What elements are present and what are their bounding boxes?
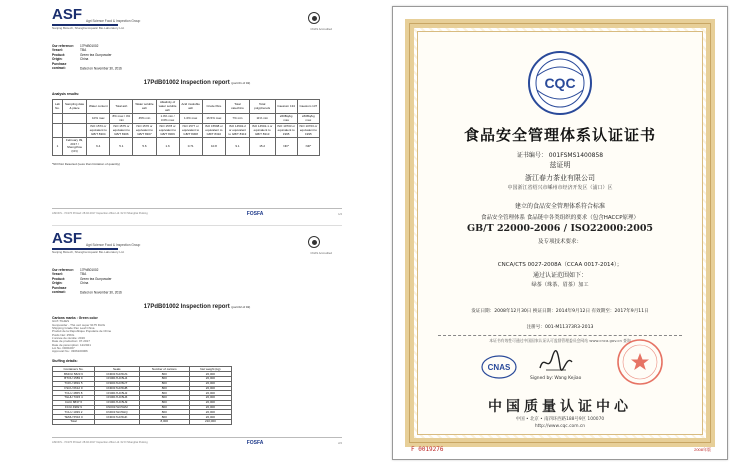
table-spec-cell: 1.0% max: [179, 114, 202, 124]
divider: [52, 225, 342, 226]
table-header-cell: Lab No.: [53, 100, 63, 114]
company-address: 中国浙江省绍兴市嵊州市经济开发区（浦口）区: [507, 185, 613, 191]
table-header-cell: Acid insoluble ash: [179, 100, 202, 114]
table-cell: TEMU 5516 0: [53, 415, 95, 420]
carton-mark-line: L'année de récolte: 2016: [52, 335, 85, 340]
meta-label: Our reference:: [52, 44, 74, 48]
cnas-logo-icon: [480, 354, 518, 380]
asf-logo: [52, 6, 342, 23]
cqc-text: CQC: [544, 75, 576, 91]
cqc-logo-icon: [527, 50, 593, 116]
meta-row: [52, 62, 342, 71]
table-row: [53, 124, 320, 138]
table-spec-cell: 1.0% min / 3.0% max: [156, 114, 179, 124]
report-title: 17PdB01002 Inspection report (part 02 of 02): [143, 304, 251, 311]
meta-value: Green tea Gunpowder: [80, 52, 112, 57]
table-cell: CN0017HC5H9: [94, 400, 139, 405]
table-header-cell: Seals: [94, 367, 139, 372]
meta-value: China: [80, 57, 89, 62]
company-line: Nanjing Biotech, Shanghai Aquatic Bio-Laboratory Ltd.: [52, 250, 125, 254]
inspection-report-part1: [52, 6, 342, 221]
dashed-divider: [438, 335, 682, 336]
technical-requirements: 及专项技术要求：: [537, 239, 582, 245]
table-cell: ND*: [297, 138, 319, 155]
table-cell: 800: [139, 386, 189, 391]
report-meta: [52, 44, 342, 70]
table-cell: 800: [139, 372, 189, 377]
meta-label: Purchase contract:: [52, 285, 67, 295]
certification-scope: 绿茶（珠茶、眉茶）加工: [531, 282, 589, 288]
table-spec-cell: 45% min: [133, 114, 156, 124]
report-meta: [52, 268, 342, 294]
meta-value: Dated on November 30, 2016: [80, 290, 122, 295]
meta-row: [52, 286, 342, 295]
table-header-cell: Caesium 134: [275, 100, 297, 114]
table-cell: 1: [53, 138, 63, 155]
carton-mark-line: Lot No. D001007: [52, 345, 75, 350]
carton-mark-line: GGT-TG4ES: [52, 319, 70, 324]
table-cell: 20,000: [189, 410, 231, 415]
table-cell: February 09, 2017 / Shengzhou (CN): [62, 138, 86, 155]
table-cell: 5.6: [133, 138, 156, 155]
table-method-cell: ISO 1576 or equivalent to GB/T 8307: [133, 124, 156, 138]
seal-caption: CNAS Accredited: [310, 251, 332, 255]
table-cell: 800: [139, 396, 189, 401]
table-spec-cell: 10% max: [87, 114, 110, 124]
fosfa-logo: FOSFA: [246, 210, 264, 217]
table-spec-cell: 8% max / 4% min: [110, 114, 133, 124]
table-cell: 20,000: [189, 386, 231, 391]
carton-marks: [52, 320, 342, 353]
issuer-name: 中国质量认证中心: [488, 399, 632, 415]
table-cell: TGHU 7015 4: [53, 396, 95, 401]
meta-value: 17PdB01002: [80, 44, 99, 48]
section-title: Analysis results:: [52, 92, 80, 97]
table-method-cell: ISO 10703 or equivalent to 1995: [297, 124, 319, 138]
table-note: *ND=Not Detected (Less than limitation of quantity): [52, 161, 120, 166]
meta-value: TBA: [80, 48, 87, 53]
table-cell: 800: [139, 405, 189, 410]
meta-value: 17PdB01002: [80, 268, 99, 272]
cnas-text: CNAS: [487, 363, 511, 372]
table-spec-cell: ≤50Bq/kg max: [297, 114, 319, 124]
validity-notice: 本证书有效性可通过中国国家认证认可监督管理委员会网站 www.cnca.gov.cn 查询: [489, 338, 631, 343]
meta-value: TBA: [80, 272, 87, 277]
table-method-cell: [62, 124, 86, 138]
asf-tagline: Agri Science Food & Inspection Group: [86, 243, 141, 247]
company-line: Nanjing Biotech, Shanghai Aquatic Bio-Laboratory Ltd.: [52, 26, 125, 30]
meta-label: Vessel:: [52, 48, 63, 53]
table-cell: CN0017HC5HB: [94, 386, 139, 391]
carton-mark-line: Date de production: 07.2017: [52, 339, 90, 344]
carton-marks-label: Cartons marks : Green color: [52, 316, 98, 321]
table-cell: 20,000: [189, 396, 231, 401]
standard-description: 食品安全管理体系 食品链中各类组织的要求（包含HACCP原理）: [480, 215, 640, 221]
asf-brand: ASF: [52, 230, 82, 247]
table-cell: 800: [139, 400, 189, 405]
table-cell: 800: [139, 415, 189, 420]
table-method-cell: ISO 1573 or equivalent to GB/T 8304: [87, 124, 110, 138]
stuffing-table: [52, 366, 232, 424]
page-number: 2/2: [338, 440, 342, 445]
edition-label: 2008年版: [694, 447, 711, 452]
table-header-cell: Net weight (kg): [189, 367, 231, 372]
table-cell: 20,000: [189, 381, 231, 386]
food-safety-certificate: [392, 6, 728, 460]
table-cell: 9.1: [226, 138, 250, 155]
table-method-cell: ISO 1577 or equivalent to GB/T 8308: [179, 124, 202, 138]
table-cell: 800: [139, 376, 189, 381]
table-header-cell: Number of cartons: [139, 367, 189, 372]
table-cell: 20,000: [189, 415, 231, 420]
table-total-cell: [94, 420, 139, 425]
carton-mark-line: Produit de la République Populaire de Chine: [52, 329, 112, 334]
table-cell: FSCU 6612 0: [53, 386, 95, 391]
table-row: [53, 114, 320, 124]
table-method-cell: ISO 15598 or equivalent to GB/T 8310: [202, 124, 225, 138]
table-total-cell: 8,000: [139, 420, 189, 425]
table-cell: TCLU 4655 8: [53, 391, 95, 396]
table-cell: 800: [139, 381, 189, 386]
table-total-cell: 210,000: [189, 420, 231, 425]
table-header-cell: Crude fibre: [202, 100, 225, 114]
table-cell: 0.71: [179, 138, 202, 155]
table-cell: 20,000: [189, 400, 231, 405]
issuer-website: http://www.cqc.com.cn: [534, 424, 586, 429]
accreditation-seal-icon: [308, 12, 320, 24]
meta-label: Origin:: [52, 57, 63, 62]
fosfa-logo: FOSFA: [246, 439, 264, 446]
table-cell: 1.6: [156, 138, 179, 155]
carton-mark-line: Shipping Grade Pan Leaf China: [52, 326, 95, 331]
issuer-address: 中国 • 北京 • 南四环西路188号9区 100070: [515, 417, 605, 422]
table-spec-cell: 16.5% max: [202, 114, 225, 124]
carton-mark-line: Poids Net: 25KG: [52, 332, 75, 337]
table-header-cell: Caesium 137: [297, 100, 319, 114]
table-cell: FCIU 4982 9: [53, 405, 95, 410]
official-stamp-icon: [616, 338, 664, 386]
table-cell: CN0017HC5HS: [94, 372, 139, 377]
certify-prefix: 兹证明: [549, 161, 571, 169]
meta-label: Purchase contract:: [52, 61, 67, 71]
company-name: 浙江春力茶业有限公司: [525, 174, 595, 182]
table-method-cell: ISO 1578 or equivalent to GB/T 8309: [156, 124, 179, 138]
asf-tagline: Agri Science Food & Inspection Group: [86, 19, 141, 23]
table-spec-cell: [53, 114, 63, 124]
certificate-title: 食品安全管理体系认证证书: [463, 126, 656, 144]
table-header-cell: Total catechins: [226, 100, 250, 114]
table-header-cell: Sampling date & place: [62, 100, 86, 114]
compliance-statement: 建立的食品安全管理体系符合标准: [514, 203, 605, 210]
meta-label: Vessel:: [52, 272, 63, 277]
table-header-cell: Water soluble ash: [133, 100, 156, 114]
certificate-number: 证书编号： 001FSMS1400858: [516, 152, 604, 159]
table-header-cell: Total polyphenols: [249, 100, 275, 114]
table-cell: 20,000: [189, 376, 231, 381]
report-footer: [52, 437, 342, 447]
page-number: 1/2: [338, 211, 342, 216]
table-spec-cell: ≤50Bq/kg max: [275, 114, 297, 124]
certificate-dates: 发证日期：2008年12月30日 换证日期：2014年9月12日 有效期至：2017年9月11日: [471, 309, 649, 314]
table-cell: 5.1: [110, 138, 133, 155]
table-header-cell: Total ash: [110, 100, 133, 114]
table-cell: BTOU 1583 9: [53, 376, 95, 381]
meta-label: Product:: [52, 52, 66, 57]
table-cell: CN0017HC5HT: [94, 381, 139, 386]
standard-code: GB/T 22000-2006 / ISO22000:2005: [466, 223, 654, 234]
table-cell: 800: [139, 410, 189, 415]
table-cell: CN0017HC5HK: [94, 415, 139, 420]
table-cell: 800: [139, 391, 189, 396]
accreditation-seal-icon: [308, 236, 320, 248]
table-cell: 20,000: [189, 391, 231, 396]
table-total-cell: Total: [53, 420, 95, 425]
table-header-cell: Containers No.: [53, 367, 95, 372]
table-method-cell: ISO 10703 or equivalent to 1995: [275, 124, 297, 138]
asf-logo: [52, 230, 342, 247]
asf-brand: ASF: [52, 6, 82, 23]
table-cell: 10.8: [202, 138, 225, 155]
table-cell: CN0017HC5H6: [94, 396, 139, 401]
registration-number: 注册号：001-M11373R3-2013: [526, 325, 594, 330]
table-cell: TCKU 3891 5: [53, 381, 95, 386]
signature-icon: [536, 348, 576, 376]
table-row: [53, 138, 320, 155]
table-cell: 6.4: [87, 138, 110, 155]
table-spec-cell: [62, 114, 86, 124]
certificate-body: [417, 31, 703, 435]
report-title: 17PdB01002 Inspection report (part 01 of 02): [143, 80, 251, 87]
section-title: Stuffing details:: [52, 359, 78, 364]
meta-label: Our reference:: [52, 268, 74, 272]
table-cell: CN0017HC5HM: [94, 405, 139, 410]
cnca-reference: CNCA/CTS 0027-2008A（CCAA 0017-2014）；: [497, 262, 623, 268]
table-row: [53, 420, 232, 425]
table-header-cell: Water content: [87, 100, 110, 114]
meta-value: Dated on November 30, 2016: [80, 66, 122, 71]
table-cell: CN0017HC5H2: [94, 391, 139, 396]
scope-label: 通过认证范围如下：: [532, 272, 587, 279]
carton-mark-line: Approval No.: 3306100006: [52, 349, 88, 354]
table-cell: BMOU 5823 6: [53, 372, 95, 377]
table-spec-cell: 11% min: [249, 114, 275, 124]
table-header-cell: Alkalinity of water soluble ash: [156, 100, 179, 114]
table-method-cell: ISO 1575 or equivalent to GB/T 8306: [110, 124, 133, 138]
serial-number: F 0019276: [411, 446, 444, 453]
carton-mark-line: Gunpowder - Thé vert super 9175 DA/G: [52, 322, 106, 327]
table-cell: TCLU 1039 2: [53, 410, 95, 415]
meta-label: Origin:: [52, 281, 63, 286]
table-spec-cell: 7% min: [226, 114, 250, 124]
footer-text: ASF/F/S - 72/176 Printed: 28.02.2017 Inspection office Ltd. 02 Fl Shanghai Pudong: [52, 441, 148, 444]
table-cell: CN0017HC5H4: [94, 376, 139, 381]
table-cell: 15.2: [249, 138, 275, 155]
meta-value: China: [80, 281, 89, 286]
table-cell: CAIU 8837 6: [53, 400, 95, 405]
table-method-cell: [53, 124, 63, 138]
carton-mark-line: Date de péremption: 12/2021: [52, 342, 91, 347]
meta-value: Green tea Gunpowder: [80, 276, 112, 281]
table-cell: ND*: [275, 138, 297, 155]
seal-caption: CNAS Accredited: [310, 27, 332, 31]
table-method-cell: ISO 14502-2 or equivalent to GB/T 8313: [226, 124, 250, 138]
report-footer: [52, 208, 342, 218]
analysis-table: [52, 99, 320, 155]
table-method-cell: ISO 14502-1 or equivalent to GB/T 8313: [249, 124, 275, 138]
table-cell: 20,000: [189, 405, 231, 410]
meta-label: Product:: [52, 276, 66, 281]
inspection-report-part2: [52, 230, 342, 450]
signed-by: Signed by: Wang Kejiao: [530, 376, 582, 381]
table-row: [53, 100, 320, 114]
table-cell: 20,000: [189, 372, 231, 377]
footer-text: ASF/F/S - 72/176 Printed: 28.02.2017 Inspection office Ltd. 02 Fl Shanghai Pudong: [52, 212, 148, 215]
table-cell: CN0017HC5HQ: [94, 410, 139, 415]
